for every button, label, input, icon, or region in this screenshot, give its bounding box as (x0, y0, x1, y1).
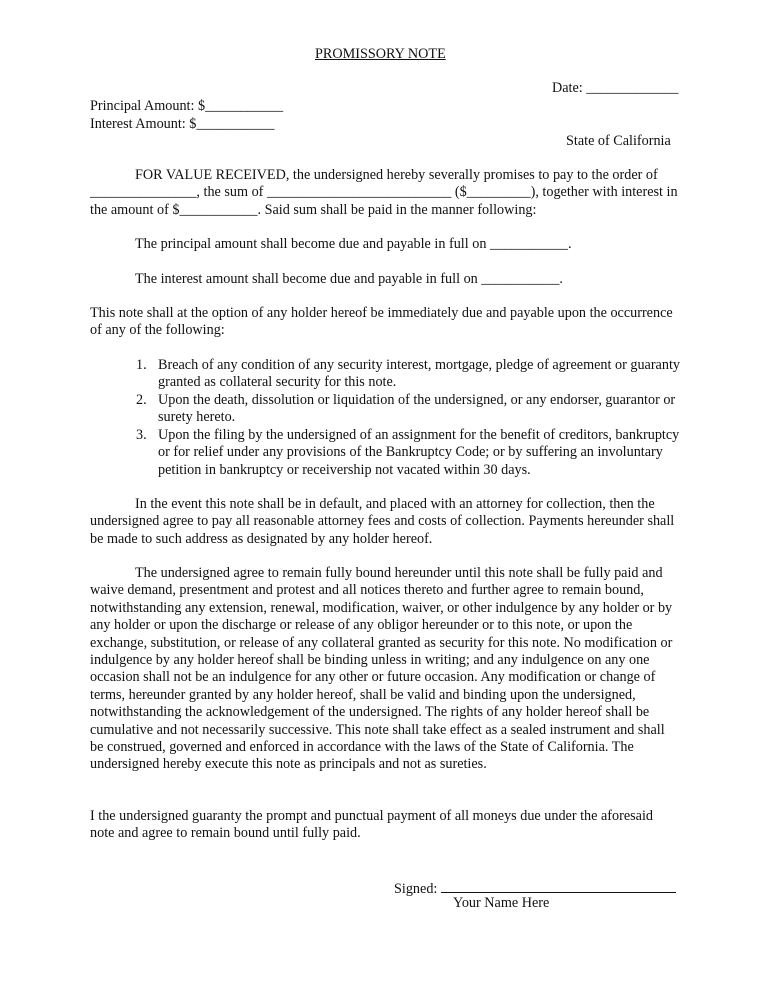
guaranty-paragraph: I the undersigned guaranty the prompt and punctual payment of all moneys due under the aforesaid note and agree to remain bound until fully paid. (90, 808, 653, 842)
collection-paragraph: In the event this note shall be in default, and placed with an attorney for collection, then the undersigned agree to pay all reasonable attorney fees and costs of collection. Payments hereunder shall be made to such address as designated by any holder hereof. (90, 496, 675, 547)
interest-amount-field: Interest Amount: $___________ (90, 116, 275, 132)
signed-label: Signed: (394, 881, 438, 897)
interest-due-line: The interest amount shall become due and payable in full on ___________. (135, 271, 563, 287)
condition-number: 2. (136, 392, 147, 408)
condition-item-1 (136, 357, 681, 392)
condition-text: Breach of any condition of any security interest, mortgage, pledge of agreement or guaranty granted as collateral security for this note. (158, 357, 680, 391)
condition-text: Upon the filing by the undersigned of an assignment for the benefit of creditors, bankruptcy or for relief under any provisions of the Bankruptcy Code; or by suffering an involuntary petition in bankruptcy or receivership not vacated within 30 days. (158, 427, 680, 478)
condition-number: 3. (136, 427, 147, 443)
condition-item-2 (136, 392, 681, 427)
default-intro-paragraph: This note shall at the option of any holder hereof be immediately due and payable upon the occurrence of any of the following: (90, 305, 673, 339)
condition-number: 1. (136, 357, 147, 373)
signer-name: Your Name Here (453, 895, 550, 911)
date-field: Date: _____________ (552, 80, 679, 96)
condition-item-3 (136, 427, 681, 479)
condition-text: Upon the death, dissolution or liquidation of the undersigned, or any endorser, guarantor or surety hereto. (158, 392, 676, 426)
document-title: PROMISSORY NOTE (315, 46, 446, 62)
signature-blank (441, 878, 676, 893)
principal-due-line: The principal amount shall become due and payable in full on ___________. (135, 236, 572, 252)
intro-paragraph: FOR VALUE RECEIVED, the undersigned hereby severally promises to pay to the order of _______________, the sum of __________________________ ($_________), together with interest in the amount of $___________. Said sum shall be paid in the manner following: (90, 167, 678, 218)
principal-amount-field: Principal Amount: $___________ (90, 98, 284, 114)
state-line: State of California (566, 133, 671, 149)
bound-paragraph: The undersigned agree to remain fully bound hereunder until this note shall be fully paid and waive demand, presentment and protest and all notices thereto and further agree to remain bound, notwithstanding any extension, renewal, modification, waiver, or other indulgence by any holder or by any holder or upon the discharge or release of any obligor hereunder or to this note, or upon the exchange, substitution, or release of any collateral granted as security for this note. No modification or indulgence by any holder hereof shall be binding unless in writing; and any indulgence on any one occasion shall not be an indulgence for any other or future occasion. Any modification or change of terms, hereunder granted by any holder hereof, shall be valid and binding upon the undersigned, notwithstanding the acknowledgement of the undersigned. The rights of any holder hereof shall be cumulative and not necessarily successive. This note shall take effect as a sealed instrument and shall be construed, governed and enforced in accordance with the laws of the State of California. The undersigned hereby execute this note as principals and not as sureties. (90, 565, 673, 773)
